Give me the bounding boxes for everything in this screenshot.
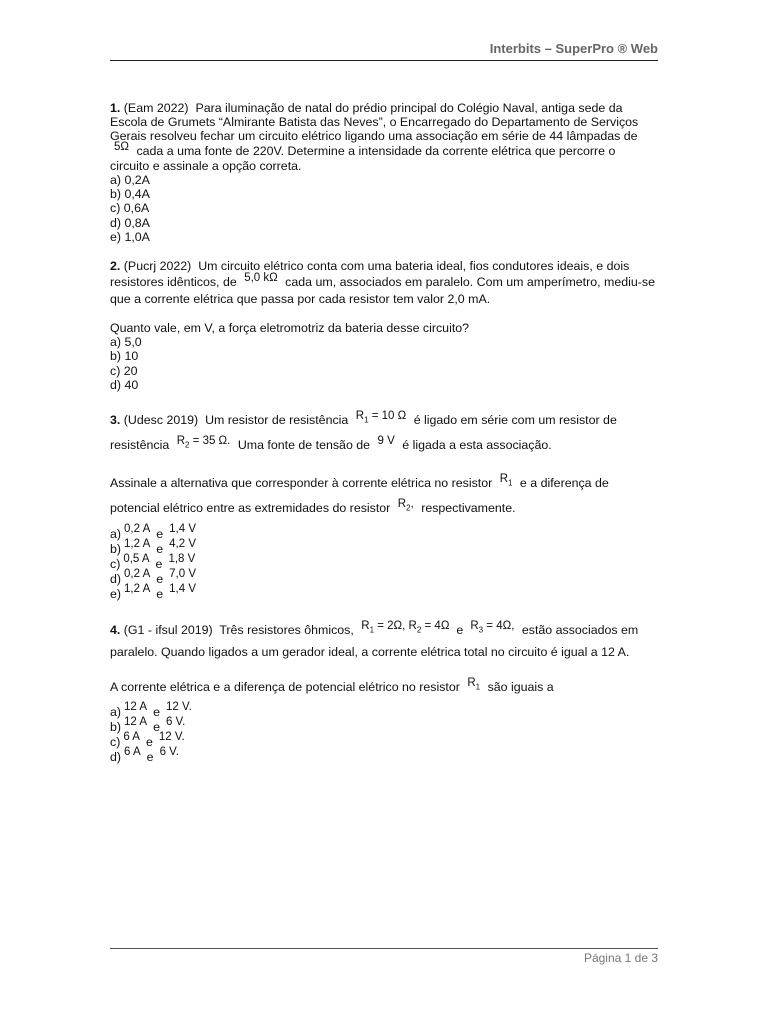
option: e) 1,0A xyxy=(110,229,150,244)
question-number: 4. xyxy=(110,623,121,638)
question-source: (Pucrj 2022) xyxy=(123,259,192,274)
question-text: Uma fonte de tensão de xyxy=(237,438,371,453)
option: b) 12 A e 6 V. xyxy=(110,715,186,734)
options-list xyxy=(110,700,658,765)
question-4-statement: 4. (G1 - ifsul 2019) Três resistores ôhmicos, $R_1 = 2\Omega$, $R_2 = 4\Omega$ e $R_3 = 4\Omega$, estão associados em paralelo. Quando ligados a um gerador ideal, a corrente elétrica total no circuito é igual a 12 A. xyxy=(110,620,639,659)
question-text: cada a uma fonte de 220V. Determine a intensidade da corrente elétrica que percorre o circuito e assinale a opção correta. xyxy=(110,143,616,173)
option: e) 1,2 A e 1,4 V xyxy=(110,583,197,602)
math-r1: $R_1$ xyxy=(499,472,513,487)
option: b) 0,4A xyxy=(110,187,150,202)
option: c) 0,6A xyxy=(110,201,150,216)
question-text: Um resistor de resistência xyxy=(205,413,349,428)
option: b) 10 xyxy=(110,349,139,364)
math-resistance: 5Ω xyxy=(114,140,129,153)
option: a) 0,2A xyxy=(110,173,150,188)
question-2-prompt: Quanto vale, em V, a força eletromotriz da bateria desse circuito? xyxy=(110,321,470,336)
question-source: (Udesc 2019) xyxy=(123,413,199,428)
question-text: Três resistores ôhmicos, xyxy=(219,623,354,638)
question-text: cada um, associados em paralelo. Com um amperímetro, mediu-se que a corrente elétrica que passa por cada resistor tem valor 2,0 mA. xyxy=(110,275,655,307)
question-3-statement xyxy=(110,410,658,461)
option: d) 6 A e 6 V. xyxy=(110,745,179,764)
option: c) 6 A e 12 V. xyxy=(110,730,185,749)
option: d) 0,2 A e 7,0 V xyxy=(110,568,197,587)
question-text: estão associados em paralelo. Quando ligados a um gerador ideal, a corrente elétrica total no circuito é igual a 12 A. xyxy=(110,623,639,659)
question-text: é ligada a esta associação. xyxy=(402,438,552,453)
option: d) 40 xyxy=(110,377,139,392)
document-body xyxy=(110,101,658,779)
question-text: é ligado em série com um resistor de resistência xyxy=(110,413,617,453)
question-2 xyxy=(110,258,658,392)
question-number: 3. xyxy=(110,413,121,428)
options-list xyxy=(110,523,658,602)
math-r1: $R_1$ xyxy=(467,676,481,691)
math-resistance: 5,0 kΩ xyxy=(244,272,278,285)
question-number: 2. xyxy=(110,259,121,274)
option: a) 0,2 A e 1,4 V xyxy=(110,523,197,542)
math-voltage: 9 V xyxy=(377,435,395,448)
page-number: Página 1 de 3 xyxy=(583,951,658,965)
question-source: (Eam 2022) xyxy=(123,101,189,115)
header-brand: Interbits – SuperPro ® Web xyxy=(489,41,658,56)
question-4-prompt: A corrente elétrica e a diferença de potencial elétrico no resistor $R_1$ são iguais a xyxy=(110,678,658,701)
math-r1: $R_1 = 10$ Ω xyxy=(355,410,407,425)
option: c) 20 xyxy=(110,363,138,378)
option: c) 0,5 A e 1,8 V xyxy=(110,553,196,572)
question-3 xyxy=(110,410,658,602)
question-3-prompt: Assinale a alternativa que corresponder à corrente elétrica no resistor $R_1$ e a diferença de potencial elétrico entre as extremidades do resistor $R_2$, respectivamente. xyxy=(110,473,658,524)
spacer xyxy=(110,307,658,321)
option: a) 5,0 xyxy=(110,335,142,350)
question-source: (G1 - ifsul 2019) xyxy=(123,623,213,638)
question-text: Um circuito elétrico conta com uma bateria ideal, fios condutores ideais, e dois resistores idênticos, de xyxy=(110,259,630,290)
math-r3: $R_3 = 4\Omega$, xyxy=(470,620,515,635)
math-resistors: $R_1 = 2\Omega$, $R_2 = 4\Omega$ xyxy=(361,620,450,635)
question-text: Para iluminação de natal do prédio principal do Colégio Naval, antiga sede da Escola de Grumets “Almirante Batista das Neves”, o Encarregado do Departamento de Serviços Gerais resolveu fechar um circuito elétrico ligando uma associação em série de 44 lâmpadas de xyxy=(110,101,639,144)
math-r2: $R_2 = 35$ Ω. xyxy=(176,435,231,450)
spacer xyxy=(110,660,658,678)
spacer xyxy=(110,461,658,473)
math-r2: $R_2$, xyxy=(397,497,414,513)
question-4 xyxy=(110,622,658,765)
header-rule xyxy=(110,60,658,61)
option: a) 12 A e 12 V. xyxy=(110,700,192,719)
option: b) 1,2 A e 4,2 V xyxy=(110,538,197,557)
question-2-statement xyxy=(110,258,658,307)
footer-rule xyxy=(110,948,658,949)
option: d) 0,8A xyxy=(110,215,150,230)
question-1-statement xyxy=(110,101,658,173)
question-number: 1. xyxy=(110,101,121,115)
question-1 xyxy=(110,101,658,244)
